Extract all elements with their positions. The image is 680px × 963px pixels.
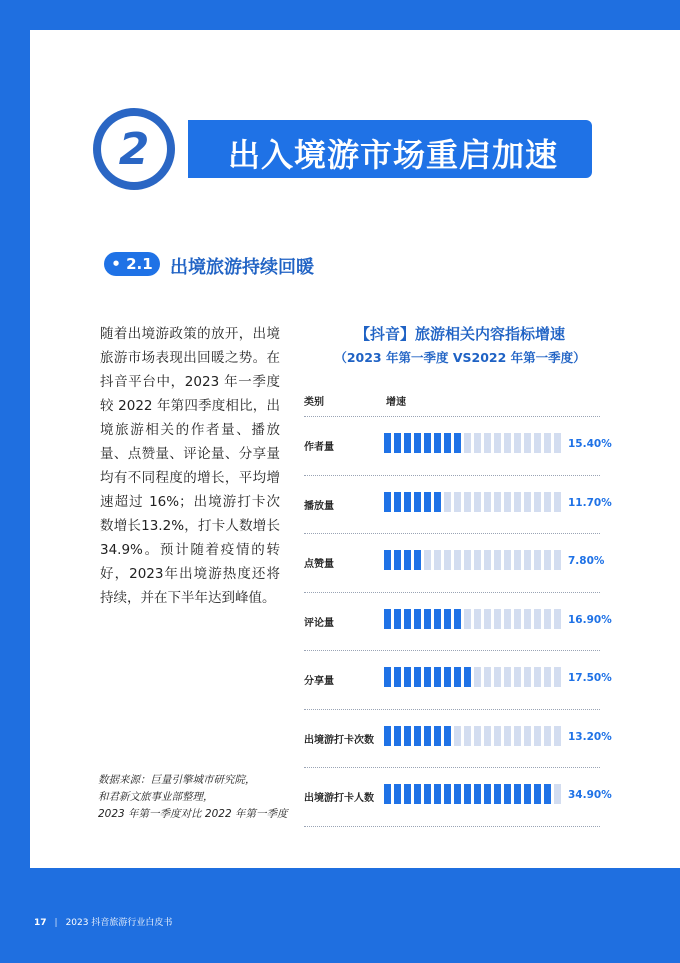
bar-segment-filled <box>534 784 541 804</box>
bar-segment-filled <box>404 492 411 512</box>
bar-segment-empty <box>474 550 481 570</box>
bar-segment-empty <box>474 433 481 453</box>
chart-row-value: 15.40% <box>568 438 612 450</box>
bar-segment-empty <box>534 550 541 570</box>
bar-segment-empty <box>494 492 501 512</box>
chart-row <box>304 416 612 474</box>
bar-segment-empty <box>544 726 551 746</box>
subsection-number: • 2.1 <box>104 252 160 276</box>
source-line-1: 数据来源：巨量引擎城市研究院， <box>98 774 256 786</box>
chart-bar <box>384 492 564 512</box>
bar-segment-empty <box>554 609 561 629</box>
bar-segment-empty <box>544 433 551 453</box>
chart-subtitle: （2023 年第一季度 VS2022 年第一季度） <box>334 350 586 365</box>
bar-segment-filled <box>384 784 391 804</box>
bar-segment-filled <box>394 433 401 453</box>
bar-segment-empty <box>474 667 481 687</box>
bar-segment-empty <box>484 433 491 453</box>
bar-segment-filled <box>394 492 401 512</box>
footer-title: 2023 抖音旅游行业白皮书 <box>65 918 173 928</box>
bar-segment-filled <box>404 550 411 570</box>
bar-segment-empty <box>554 433 561 453</box>
chart-bar <box>384 609 564 629</box>
chart-row <box>304 475 612 533</box>
page-number: 17 <box>34 918 47 928</box>
bar-segment-filled <box>434 609 441 629</box>
bar-segment-empty <box>514 667 521 687</box>
bar-segment-empty <box>504 667 511 687</box>
bar-segment-filled <box>414 667 421 687</box>
bar-segment-empty <box>454 550 461 570</box>
bar-segment-filled <box>414 550 421 570</box>
bar-segment-filled <box>464 784 471 804</box>
chart-row-value: 7.80% <box>568 555 605 567</box>
bar-segment-filled <box>514 784 521 804</box>
bar-segment-filled <box>384 667 391 687</box>
bar-segment-filled <box>434 726 441 746</box>
bar-segment-empty <box>524 550 531 570</box>
bar-segment-filled <box>444 609 451 629</box>
bar-segment-empty <box>484 492 491 512</box>
bar-segment-filled <box>384 726 391 746</box>
bar-segment-filled <box>524 784 531 804</box>
chart-row-label: 出境游打卡人数 <box>304 793 374 804</box>
chart-bar <box>384 433 564 453</box>
bar-segment-filled <box>414 492 421 512</box>
bar-segment-empty <box>534 667 541 687</box>
chart-title: 【抖音】旅游相关内容指标增速 <box>354 325 565 343</box>
bar-segment-filled <box>444 667 451 687</box>
bar-segment-filled <box>414 726 421 746</box>
bar-segment-empty <box>464 492 471 512</box>
bar-segment-empty <box>554 667 561 687</box>
chart-bar <box>384 726 564 746</box>
bar-segment-filled <box>424 492 431 512</box>
bar-segment-empty <box>534 726 541 746</box>
bar-segment-filled <box>484 784 491 804</box>
bar-segment-empty <box>514 726 521 746</box>
bar-segment-empty <box>494 726 501 746</box>
subsection-title: 出境旅游持续回暖 <box>170 257 314 278</box>
bar-segment-filled <box>424 609 431 629</box>
bar-segment-filled <box>394 609 401 629</box>
chart-divider <box>304 826 600 827</box>
bar-segment-empty <box>504 492 511 512</box>
bar-segment-filled <box>404 667 411 687</box>
section-title: 出入境游市场重启加速 <box>228 136 559 174</box>
bar-segment-filled <box>544 784 551 804</box>
bar-segment-empty <box>494 609 501 629</box>
bar-segment-filled <box>404 726 411 746</box>
bar-segment-empty <box>534 492 541 512</box>
bar-segment-filled <box>444 433 451 453</box>
bar-segment-filled <box>394 667 401 687</box>
bar-segment-empty <box>544 667 551 687</box>
bar-segment-empty <box>514 433 521 453</box>
chart-bar <box>384 784 564 804</box>
bar-segment-filled <box>464 667 471 687</box>
bar-segment-empty <box>554 550 561 570</box>
bar-segment-filled <box>434 667 441 687</box>
bar-segment-empty <box>464 550 471 570</box>
bar-segment-filled <box>444 726 451 746</box>
bar-segment-filled <box>434 784 441 804</box>
body-paragraph: 随着出境游政策的放开，出境旅游市场表现出回暖之势。在抖音平台中，2023 年一季度较 2022 年第四季度相比，出境旅游相关的作者量、播放量、点赞量、评论量、分享量均有不同程度的增长，平均增速超过 16%；出境游打卡次数增长13.2%，打卡人数增长34.9%。预计随着疫情的转好，2023年出境游热度还将持续，并在下半年达到峰值。 <box>100 326 280 606</box>
chart-header-category: 类别 <box>304 397 324 408</box>
bar-segment-filled <box>384 550 391 570</box>
bar-segment-empty <box>464 609 471 629</box>
bar-segment-empty <box>554 784 561 804</box>
bar-segment-empty <box>474 492 481 512</box>
data-source <box>98 772 298 823</box>
bar-segment-filled <box>384 492 391 512</box>
bar-segment-empty <box>464 726 471 746</box>
bar-segment-empty <box>524 667 531 687</box>
chart-row <box>304 709 612 767</box>
chart-row <box>304 650 612 708</box>
chart-row-label: 分享量 <box>304 676 334 687</box>
bar-segment-empty <box>444 492 451 512</box>
bar-segment-filled <box>474 784 481 804</box>
bar-segment-filled <box>424 784 431 804</box>
bar-segment-filled <box>394 726 401 746</box>
bar-segment-empty <box>544 492 551 512</box>
bar-segment-empty <box>514 550 521 570</box>
chart-row-label: 出境游打卡次数 <box>304 734 374 746</box>
bar-segment-empty <box>534 433 541 453</box>
footer-separator: | <box>54 918 58 928</box>
bar-segment-filled <box>434 433 441 453</box>
chart-row <box>304 592 612 650</box>
bar-segment-empty <box>454 492 461 512</box>
bar-segment-filled <box>494 784 501 804</box>
bar-segment-empty <box>554 492 561 512</box>
bar-segment-empty <box>484 667 491 687</box>
bar-segment-empty <box>544 550 551 570</box>
bar-segment-empty <box>554 726 561 746</box>
bar-segment-empty <box>504 550 511 570</box>
bar-segment-empty <box>474 726 481 746</box>
chart-row <box>304 533 605 591</box>
chart-row-label: 作者量 <box>304 442 334 453</box>
bar-segment-empty <box>504 609 511 629</box>
chart-row-value: 11.70% <box>568 496 612 509</box>
bar-segment-empty <box>514 492 521 512</box>
bar-segment-filled <box>424 433 431 453</box>
bar-segment-filled <box>394 784 401 804</box>
bar-segment-filled <box>424 667 431 687</box>
bar-segment-filled <box>504 784 511 804</box>
bar-segment-empty <box>504 433 511 453</box>
bar-segment-empty <box>494 550 501 570</box>
bar-segment-filled <box>414 784 421 804</box>
chart-bar <box>384 667 564 687</box>
chart-row-value: 13.20% <box>568 730 612 743</box>
bar-segment-empty <box>444 550 451 570</box>
bar-segment-filled <box>404 433 411 453</box>
bar-segment-empty <box>484 550 491 570</box>
chart-row-value: 34.90% <box>568 789 612 801</box>
bar-segment-filled <box>424 726 431 746</box>
bar-segment-empty <box>474 609 481 629</box>
bar-segment-filled <box>394 550 401 570</box>
bar-segment-empty <box>424 550 431 570</box>
chart-row-label: 播放量 <box>304 500 334 512</box>
chart-row-value: 17.50% <box>568 672 612 684</box>
chart-bar <box>384 550 564 570</box>
bar-segment-empty <box>544 609 551 629</box>
bar-segment-filled <box>384 609 391 629</box>
bar-segment-empty <box>494 667 501 687</box>
bar-segment-filled <box>454 667 461 687</box>
bar-segment-filled <box>414 609 421 629</box>
source-line-3: 2023 年第一季度对比 2022 年第一季度 <box>98 808 288 820</box>
chart-row-label: 评论量 <box>304 617 334 629</box>
chart-header-value: 增速 <box>386 397 406 408</box>
bar-segment-empty <box>494 433 501 453</box>
bar-segment-empty <box>524 492 531 512</box>
section-number: 2 <box>101 116 167 182</box>
bar-segment-empty <box>534 609 541 629</box>
bar-segment-empty <box>464 433 471 453</box>
bar-segment-filled <box>414 433 421 453</box>
bar-segment-empty <box>434 550 441 570</box>
bar-segment-filled <box>434 492 441 512</box>
bar-segment-filled <box>444 784 451 804</box>
bar-segment-filled <box>454 784 461 804</box>
chart-row-label: 点赞量 <box>304 559 334 570</box>
bar-segment-filled <box>384 433 391 453</box>
bar-segment-filled <box>454 609 461 629</box>
source-line-2: 和君新文旅事业部整理， <box>98 791 214 803</box>
bar-segment-empty <box>454 726 461 746</box>
bar-segment-filled <box>454 433 461 453</box>
page-footer <box>34 915 172 928</box>
bar-segment-empty <box>524 609 531 629</box>
bar-segment-filled <box>404 784 411 804</box>
bar-segment-filled <box>404 609 411 629</box>
bar-segment-empty <box>524 726 531 746</box>
bar-segment-empty <box>514 609 521 629</box>
chart-row <box>304 767 612 825</box>
bar-segment-empty <box>484 609 491 629</box>
bar-segment-empty <box>484 726 491 746</box>
chart-row-value: 16.90% <box>568 613 612 626</box>
bar-segment-empty <box>504 726 511 746</box>
bar-segment-empty <box>524 433 531 453</box>
